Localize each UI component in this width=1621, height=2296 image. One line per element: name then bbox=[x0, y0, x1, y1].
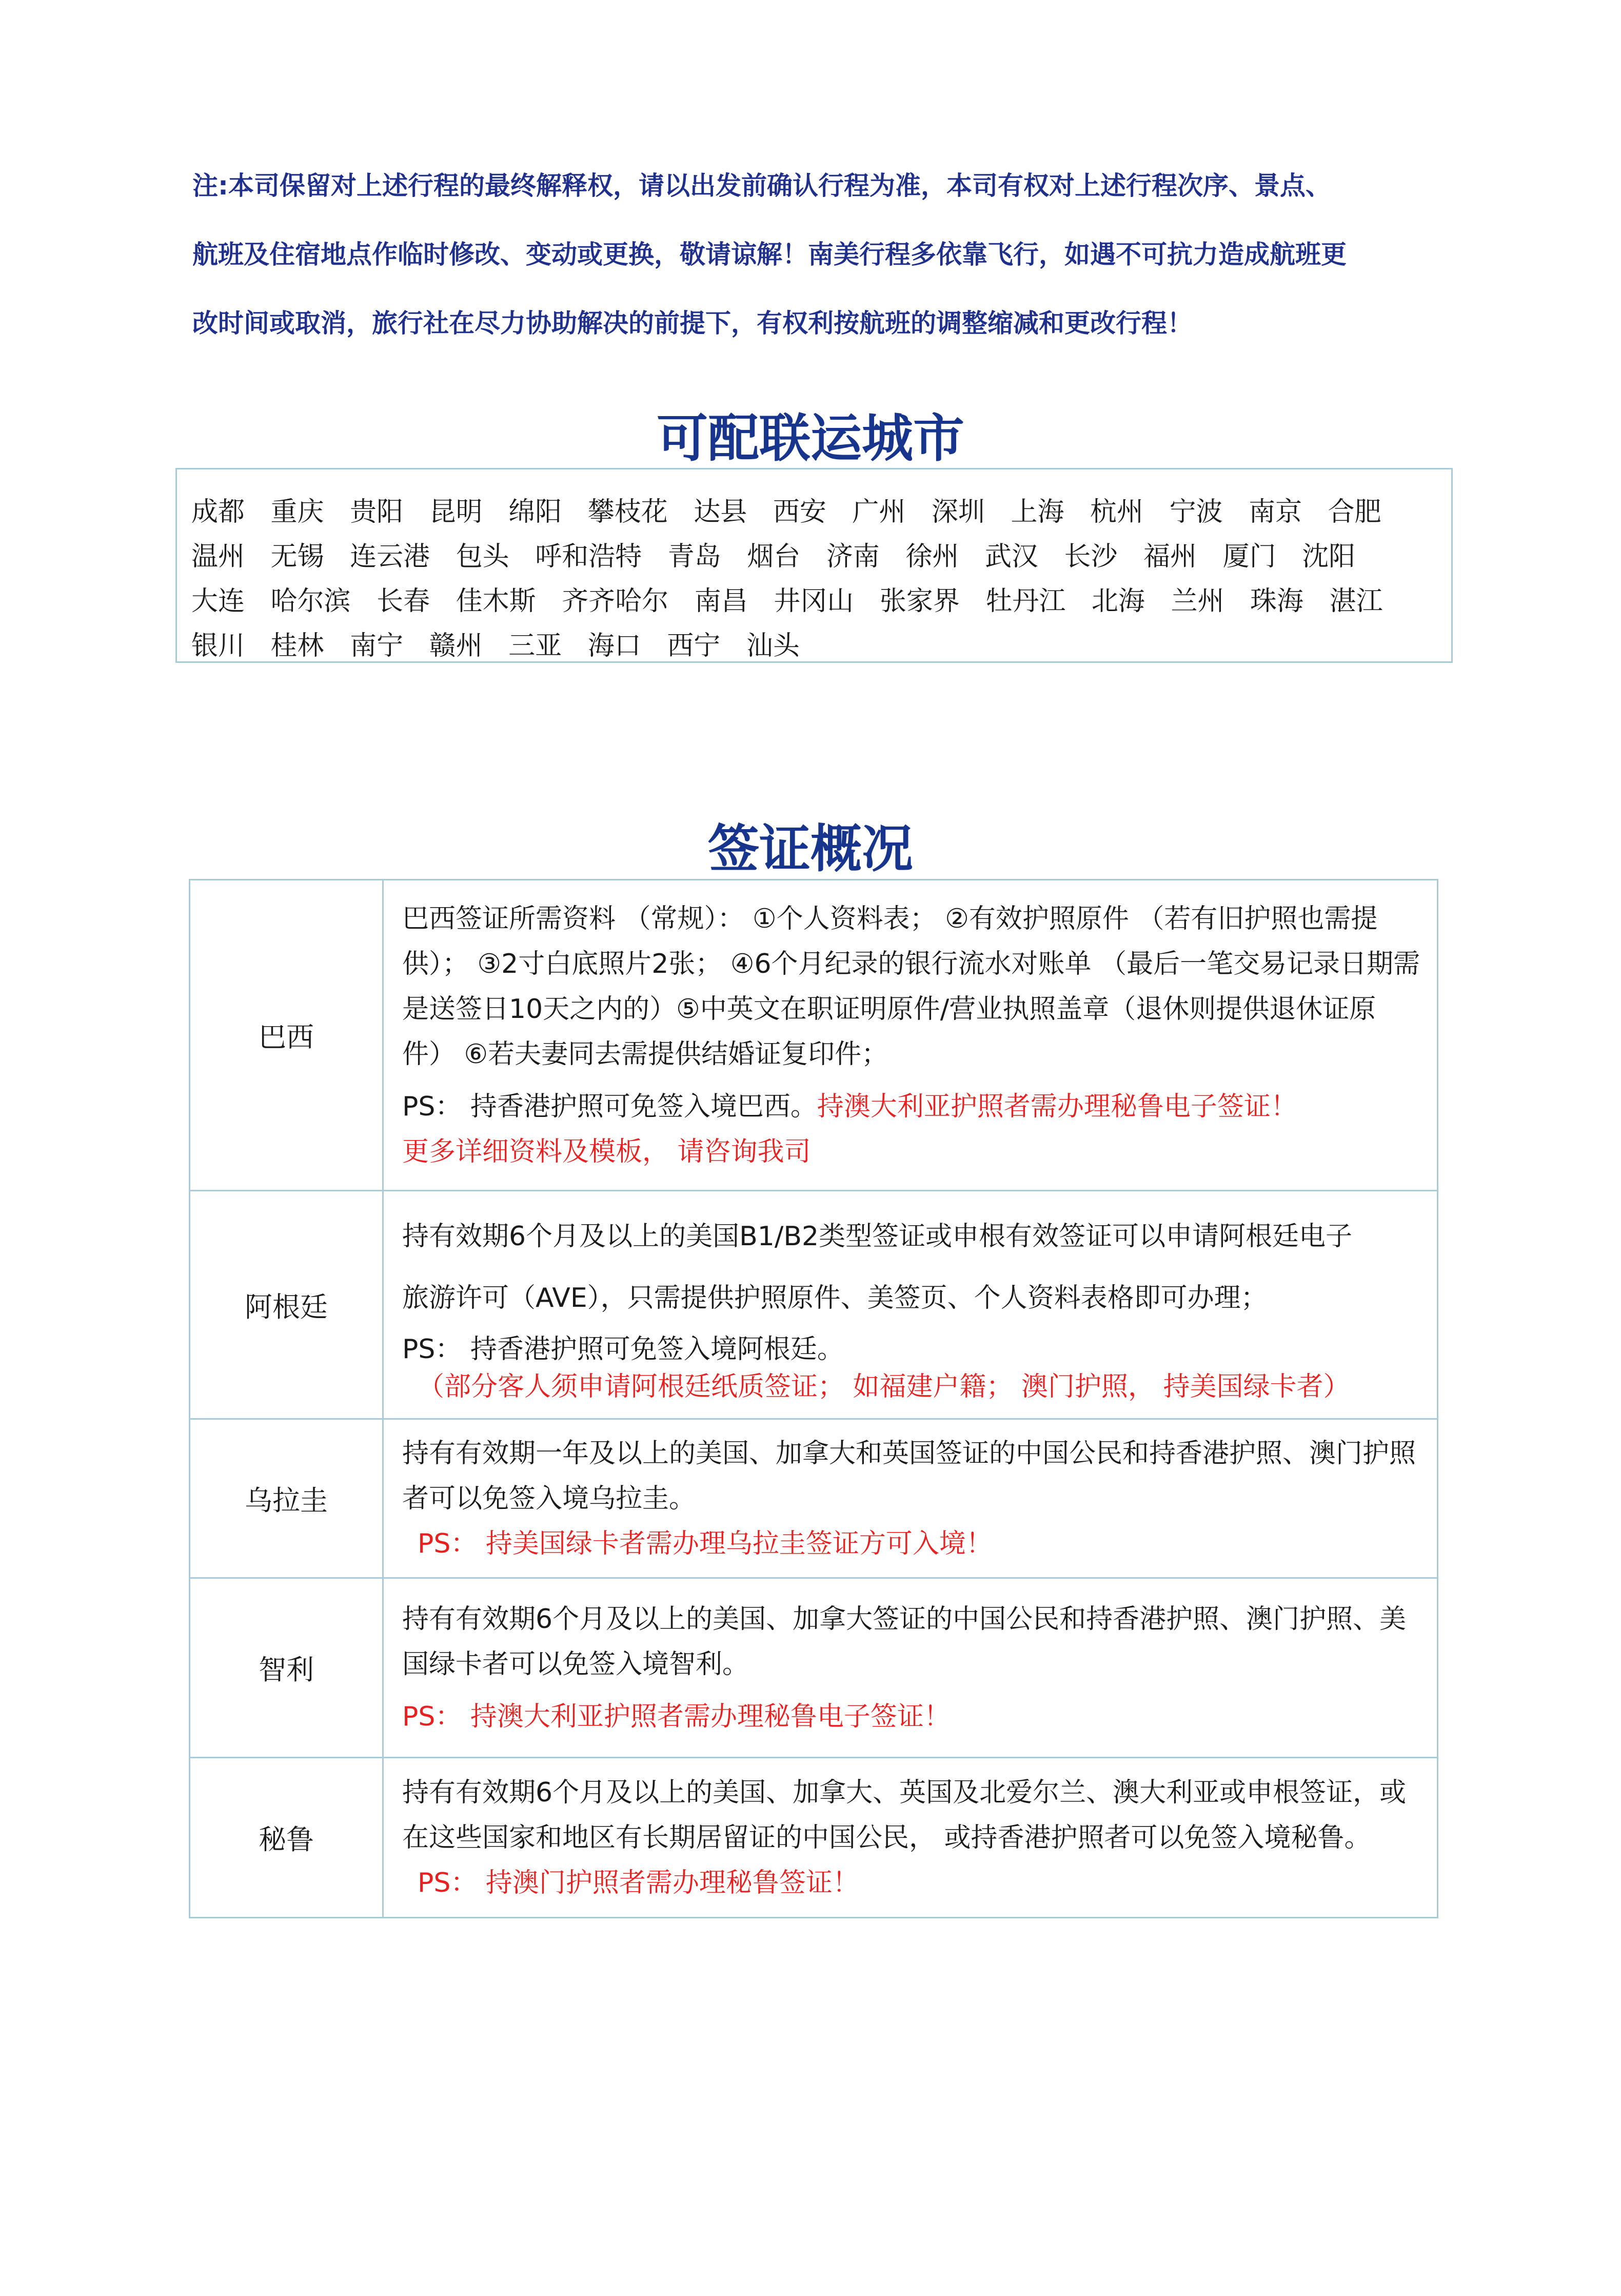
city-item: 呼和浩特 bbox=[535, 541, 642, 572]
city-item: 绵阳 bbox=[508, 497, 562, 527]
city-item: 北海 bbox=[1091, 586, 1145, 617]
city-item: 长沙 bbox=[1064, 541, 1118, 572]
city-item: 成都 bbox=[191, 497, 245, 527]
city-item: 武汉 bbox=[984, 541, 1038, 572]
city-item: 南宁 bbox=[350, 631, 404, 661]
ps-warning: （部分客人须申请阿根廷纸质签证； 如福建户籍； 澳门护照， 持美国绿卡者） bbox=[418, 1371, 1350, 1402]
city-item: 三亚 bbox=[508, 631, 562, 661]
city-item: 桂林 bbox=[270, 631, 324, 661]
requirements-text: 持有有效期一年及以上的美国、加拿大和英国签证的中国公民和持香港护照、澳门护照者可以免签入境乌拉圭。 bbox=[402, 1438, 1416, 1514]
requirements-text: 旅游许可（AVE），只需提供护照原件、美签页、个人资料表格即可办理； bbox=[402, 1283, 1268, 1313]
ps-text: PS： 持香港护照可免签入境巴西。 bbox=[402, 1091, 817, 1122]
detail-cell bbox=[383, 1578, 1438, 1758]
city-item: 佳木斯 bbox=[456, 586, 536, 617]
city-item: 广州 bbox=[852, 497, 906, 527]
city-item: 大连 bbox=[191, 586, 245, 617]
visa-table bbox=[189, 879, 1438, 1918]
requirements-text: 持有有效期6个月及以上的美国、加拿大签证的中国公民和持香港护照、澳门护照、美国绿卡者可以免签入境智利。 bbox=[402, 1603, 1407, 1680]
city-item: 宁波 bbox=[1169, 497, 1223, 527]
detail-cell bbox=[383, 1758, 1438, 1918]
ps-warning: PS： 持美国绿卡者需办理乌拉圭签证方可入境！ bbox=[418, 1528, 993, 1559]
visa-row-peru bbox=[190, 1758, 1438, 1918]
visa-row-uruguay bbox=[190, 1419, 1438, 1578]
note-line: 航班及住宿地点作临时修改、变动或更换，敬请谅解！南美行程多依靠飞行，如遇不可抗力造成航班更 bbox=[192, 240, 1347, 269]
city-item: 深圳 bbox=[931, 497, 985, 527]
city-list bbox=[191, 490, 1440, 669]
city-item: 重庆 bbox=[270, 497, 324, 527]
city-item: 哈尔滨 bbox=[270, 586, 351, 617]
cities-section-title: 可配联运城市 bbox=[657, 408, 964, 468]
note-line: 改时间或取消，旅行社在尽力协助解决的前提下，有权利按航班的调整缩减和更改行程！ bbox=[192, 308, 1193, 338]
requirements-text: 持有效期6个月及以上的美国B1/B2类型签证或申根有效签证可以申请阿根廷电子 bbox=[402, 1221, 1353, 1252]
visa-section-title: 签证概况 bbox=[708, 819, 913, 879]
city-item: 牡丹江 bbox=[985, 586, 1066, 617]
city-item: 无锡 bbox=[270, 541, 324, 572]
city-item: 青岛 bbox=[667, 541, 721, 572]
visa-row-brazil bbox=[190, 880, 1438, 1191]
city-item: 昆明 bbox=[429, 497, 483, 527]
city-item: 徐州 bbox=[905, 541, 959, 572]
country-cell: 智利 bbox=[190, 1578, 383, 1758]
city-item: 赣州 bbox=[429, 631, 483, 661]
detail-cell bbox=[383, 1191, 1438, 1419]
city-item: 湛江 bbox=[1329, 586, 1383, 617]
country-cell: 阿根廷 bbox=[190, 1191, 383, 1419]
country-cell: 巴西 bbox=[190, 880, 383, 1191]
ps-warning: PS： 持澳大利亚护照者需办理秘鲁电子签证！ bbox=[402, 1701, 951, 1732]
city-item: 南昌 bbox=[694, 586, 748, 617]
detail-cell bbox=[383, 1419, 1438, 1578]
city-item: 厦门 bbox=[1222, 541, 1276, 572]
ps-line bbox=[402, 1084, 1425, 1129]
city-item: 沈阳 bbox=[1302, 541, 1356, 572]
city-item: 连云港 bbox=[350, 541, 430, 572]
city-item: 珠海 bbox=[1250, 586, 1304, 617]
city-item: 井冈山 bbox=[774, 586, 854, 617]
city-item: 西宁 bbox=[667, 631, 721, 661]
city-item: 贵阳 bbox=[350, 497, 404, 527]
ps-text: PS： 持香港护照可免签入境阿根廷。 bbox=[402, 1334, 844, 1365]
city-item: 银川 bbox=[191, 631, 245, 661]
city-item: 西安 bbox=[773, 497, 826, 527]
city-item: 福州 bbox=[1143, 541, 1197, 572]
city-item: 兰州 bbox=[1171, 586, 1224, 617]
visa-row-argentina bbox=[190, 1191, 1438, 1419]
city-item: 合肥 bbox=[1328, 497, 1381, 527]
city-item: 上海 bbox=[1011, 497, 1064, 527]
city-item: 海口 bbox=[587, 631, 641, 661]
city-item: 攀枝花 bbox=[587, 497, 668, 527]
disclaimer-note bbox=[192, 151, 1480, 358]
requirements-text: 持有有效期6个月及以上的美国、加拿大、英国及北爱尔兰、澳大利亚或申根签证，或在这些国家和地区有长期居留证的中国公民， 或持香港护照者可以免签入境秘鲁。 bbox=[402, 1777, 1407, 1853]
city-item: 济南 bbox=[826, 541, 880, 572]
city-item: 达县 bbox=[694, 497, 747, 527]
city-item: 烟台 bbox=[747, 541, 801, 572]
city-item: 张家界 bbox=[879, 586, 960, 617]
cities-box bbox=[175, 468, 1453, 663]
city-item: 包头 bbox=[456, 541, 509, 572]
visa-row-chile bbox=[190, 1578, 1438, 1758]
city-item: 齐齐哈尔 bbox=[562, 586, 669, 617]
ps-warning: 持澳大利亚护照者需办理秘鲁电子签证！ bbox=[817, 1091, 1297, 1122]
country-cell: 秘鲁 bbox=[190, 1758, 383, 1918]
city-item: 杭州 bbox=[1090, 497, 1144, 527]
city-item: 南京 bbox=[1249, 497, 1302, 527]
city-item: 汕头 bbox=[746, 631, 800, 661]
city-item: 长春 bbox=[377, 586, 430, 617]
country-cell: 乌拉圭 bbox=[190, 1419, 383, 1578]
note-line: 注:本司保留对上述行程的最终解释权，请以出发前确认行程为准，本司有权对上述行程次序、景点、 bbox=[192, 171, 1331, 201]
ps-warning: PS： 持澳门护照者需办理秘鲁签证！ bbox=[418, 1867, 859, 1898]
detail-cell bbox=[383, 880, 1438, 1191]
city-item: 温州 bbox=[191, 541, 245, 572]
contact-note: 更多详细资料及模板， 请咨询我司 bbox=[402, 1136, 811, 1167]
requirements-text: 巴西签证所需资料 （常规）： ①个人资料表； ②有效护照原件 （若有旧护照也需提供）； ③2寸白底照片2张； ④6个月纪录的银行流水对账单 （最后一笔交易记录日期需是送签日10天之内的）⑤中英文在职证明原件/营业执照盖章（退休则提供退休证原件） ⑥若夫妻同去需提供结婚证复印件； bbox=[402, 903, 1420, 1070]
